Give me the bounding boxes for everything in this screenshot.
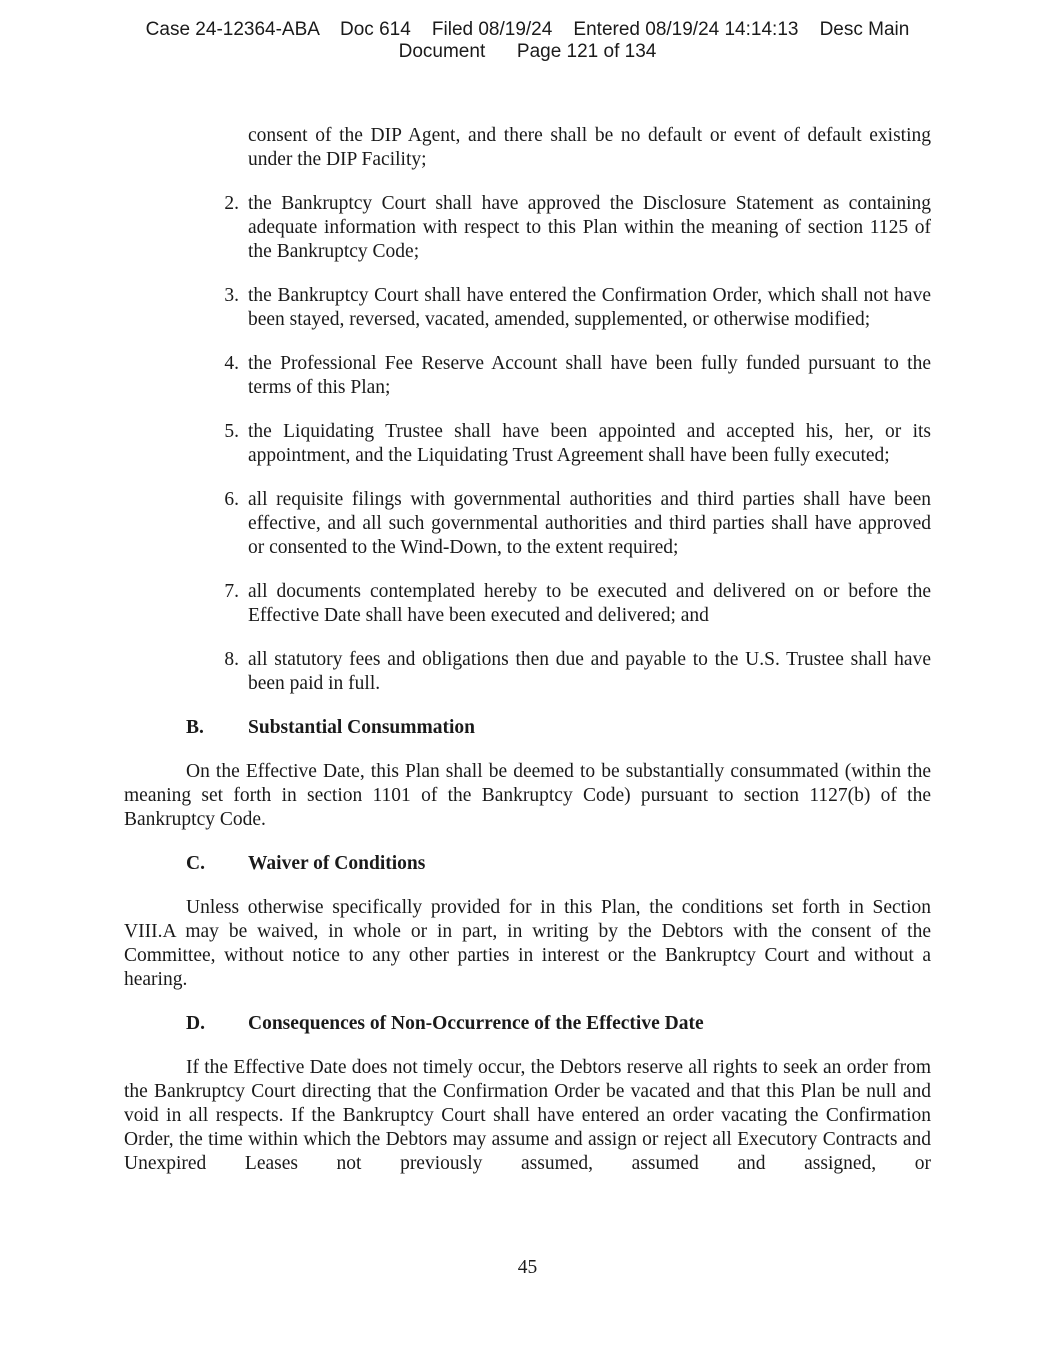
filing-header-line-2: Document Page 121 of 134 bbox=[398, 41, 657, 62]
list-item-number: 7. bbox=[224, 581, 239, 602]
list-item-number: 6. bbox=[224, 489, 239, 510]
section-letter: D. bbox=[186, 1013, 205, 1034]
list-item bbox=[124, 648, 931, 696]
list-item bbox=[124, 352, 931, 400]
list-item-number: 8. bbox=[224, 649, 239, 670]
filing-header-line-1: Case 24-12364-ABA Doc 614 Filed 08/19/24 Entered 08/19/24 14:14:13 Desc Main bbox=[145, 19, 910, 40]
list-item-number: 3. bbox=[224, 285, 239, 306]
list-item-text: the Bankruptcy Court shall have entered the Confirmation Order, which shall not have been stayed, reversed, vacated, amended, supplemented, or otherwise modified; bbox=[248, 285, 931, 330]
document-body bbox=[124, 124, 931, 1196]
list-item-text: all documents contemplated hereby to be executed and delivered on or before the Effective Date shall have been executed and delivered; and bbox=[248, 581, 931, 626]
list-item-text: all requisite filings with governmental authorities and third parties shall have been effective, and all such governmental authorities and third parties shall have approved or consented to the Wind-Down, to the extent required; bbox=[248, 489, 931, 558]
section-title: Substantial Consummation bbox=[248, 717, 476, 738]
list-item bbox=[124, 192, 931, 264]
section-letter: B. bbox=[186, 717, 204, 738]
list-item bbox=[124, 420, 931, 468]
section-heading-c bbox=[124, 852, 931, 876]
section-title: Waiver of Conditions bbox=[248, 853, 426, 874]
list-item-number: 2. bbox=[224, 193, 239, 214]
section-body-b: On the Effective Date, this Plan shall be deemed to be substantially consummated (within the meaning set forth in section 1101 of the Bankruptcy Code) pursuant to section 1127(b) of the Bankruptcy Code. bbox=[124, 761, 931, 830]
section-heading-d bbox=[124, 1012, 931, 1036]
list-item-text: all statutory fees and obligations then due and payable to the U.S. Trustee shall have been paid in full. bbox=[248, 649, 931, 694]
list-item-text: the Professional Fee Reserve Account shall have been fully funded pursuant to the terms of this Plan; bbox=[248, 353, 931, 398]
page-number: 45 bbox=[517, 1257, 538, 1278]
list-item-text: the Bankruptcy Court shall have approved the Disclosure Statement as containing adequate information with respect to this Plan within the meaning of section 1125 of the Bankruptcy Code; bbox=[248, 193, 931, 262]
continuation-paragraph: consent of the DIP Agent, and there shall be no default or event of default existing under the DIP Facility; bbox=[248, 125, 931, 170]
list-item-number: 5. bbox=[224, 421, 239, 442]
list-item bbox=[124, 488, 931, 560]
list-item-number: 4. bbox=[224, 353, 239, 374]
list-item-text: the Liquidating Trustee shall have been appointed and accepted his, her, or its appointment, and the Liquidating Trust Agreement shall have been fully executed; bbox=[248, 421, 931, 466]
section-title: Consequences of Non-Occurrence of the Effective Date bbox=[248, 1013, 704, 1034]
section-letter: C. bbox=[186, 853, 205, 874]
list-item bbox=[124, 580, 931, 628]
section-body-c: Unless otherwise specifically provided for in this Plan, the conditions set forth in Section VIII.A may be waived, in whole or in part, in writing by the Debtors with the consent of the Committee, without notice to any other parties in interest or the Bankruptcy Court and without a hearing. bbox=[124, 897, 931, 990]
section-heading-b bbox=[124, 716, 931, 740]
filing-header bbox=[0, 19, 1055, 63]
list-item bbox=[124, 284, 931, 332]
section-body-d: If the Effective Date does not timely occur, the Debtors reserve all rights to seek an order from the Bankruptcy Court directing that the Confirmation Order be vacated and that this Plan be null and void in all respects. If the Bankruptcy Court shall have entered an order vacating the Confirmation Order, the time within which the Debtors may assume and assign or reject all Executory Contracts and Unexpired Leases not previously assumed, assumed and assigned, or bbox=[124, 1057, 931, 1174]
